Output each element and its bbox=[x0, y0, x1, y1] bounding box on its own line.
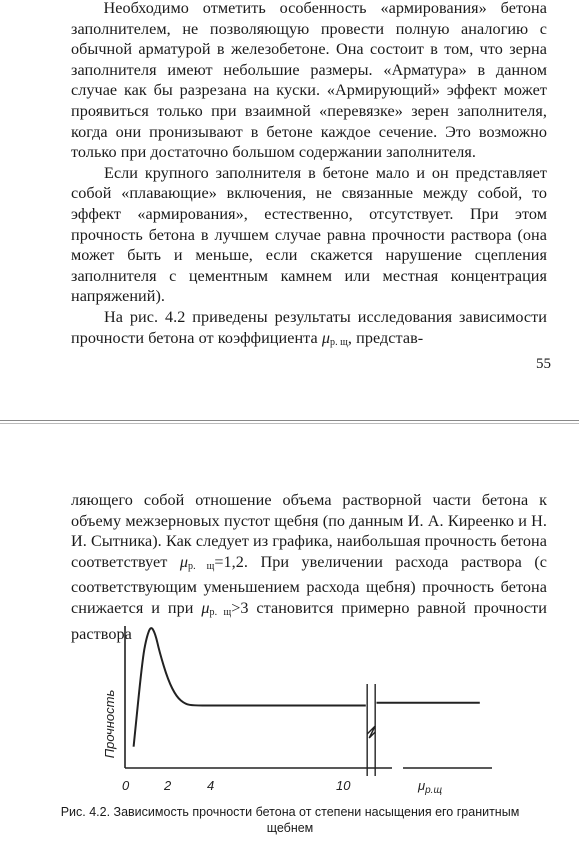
x-tick-label: 0 bbox=[122, 778, 130, 793]
page-56 bbox=[0, 428, 579, 860]
page-number: 55 bbox=[536, 356, 551, 372]
paragraph-3 bbox=[71, 307, 547, 353]
page-55-text bbox=[71, 0, 547, 353]
para-continued-b: =1,2. При увеличении расхода раствора (с соответствующим уменьшением расхода щебня) прочность бетона снижается и при bbox=[71, 552, 547, 617]
break-zigzag bbox=[367, 726, 375, 738]
page-separator-2 bbox=[0, 423, 579, 424]
mu-symbol: $\mu_{р. щ}$ bbox=[179, 552, 215, 572]
para-continued-a: ляющего собой отношение объема растворной части бетона к объему межзерновых пустот щебня (по данным И. А. Киреенко и Н. И. Сытника). Как следует из графика, наибольшая прочность бетона соответствует bbox=[71, 491, 547, 571]
para-continued-c: >3 становится примерно равной прочности раствора bbox=[71, 598, 547, 643]
y-axis-label: Прочность bbox=[102, 689, 117, 759]
paragraph-1 bbox=[71, 0, 547, 163]
axis-break bbox=[367, 684, 375, 776]
figure-caption: Рис. 4.2. Зависимость прочности бетона от степени насыщения его гранитным щебнем bbox=[60, 805, 520, 835]
strength-chart bbox=[0, 606, 579, 801]
mu-symbol: $\mu_{р. щ}$ bbox=[201, 598, 232, 618]
x-tick-labels bbox=[122, 778, 351, 793]
x-tick-label: 4 bbox=[207, 778, 215, 793]
paragraph-3-end: , представ- bbox=[347, 328, 424, 347]
paragraph-2: Если крупного заполнителя в бетоне мало и он представляет собой «плавающие» включения, не связанные между собой, то эффект «армирования», естественно, отсутствует. При этом прочность бетона в лучшем случае равна прочности раствора (она может быть и меньше, если скажется нарушение сцепления заполнителя с цементным камнем или местная концентрация напряжений). bbox=[71, 163, 547, 306]
figure-4-2 bbox=[0, 606, 579, 860]
page-separator bbox=[0, 420, 579, 421]
paragraph-1-text: Необходимо отметить особенность «армирования» бетона заполнителем, не позволяющую провести полную аналогию с обычной арматурой в железобетоне. Она состоит в том, что зерна заполнителя имеют небольшие размеры. «Арматура» в данном случае как бы разрезана на куски. «Армирующий» эффект может проявиться только при взаимной «перевязке» зерен заполнителя, когда они пронизывают в бетоне каждое сечение. Это возможно только при достаточно большом содержании заполнителя. bbox=[71, 0, 547, 162]
x-tick-label: 2 bbox=[164, 778, 172, 793]
x-tick-label: 10 bbox=[336, 778, 351, 793]
mu-symbol: $\mu_{р. щ}$ bbox=[321, 328, 348, 348]
series-line-1 bbox=[134, 628, 366, 747]
x-axis-label: $\mu_{р.щ}$ bbox=[418, 778, 442, 796]
page-55 bbox=[0, 0, 579, 395]
series-group bbox=[134, 628, 480, 747]
paragraph-3-start: На рис. 4.2 приведены результаты исследования зависимости прочности бетона от коэффициента bbox=[71, 307, 547, 347]
